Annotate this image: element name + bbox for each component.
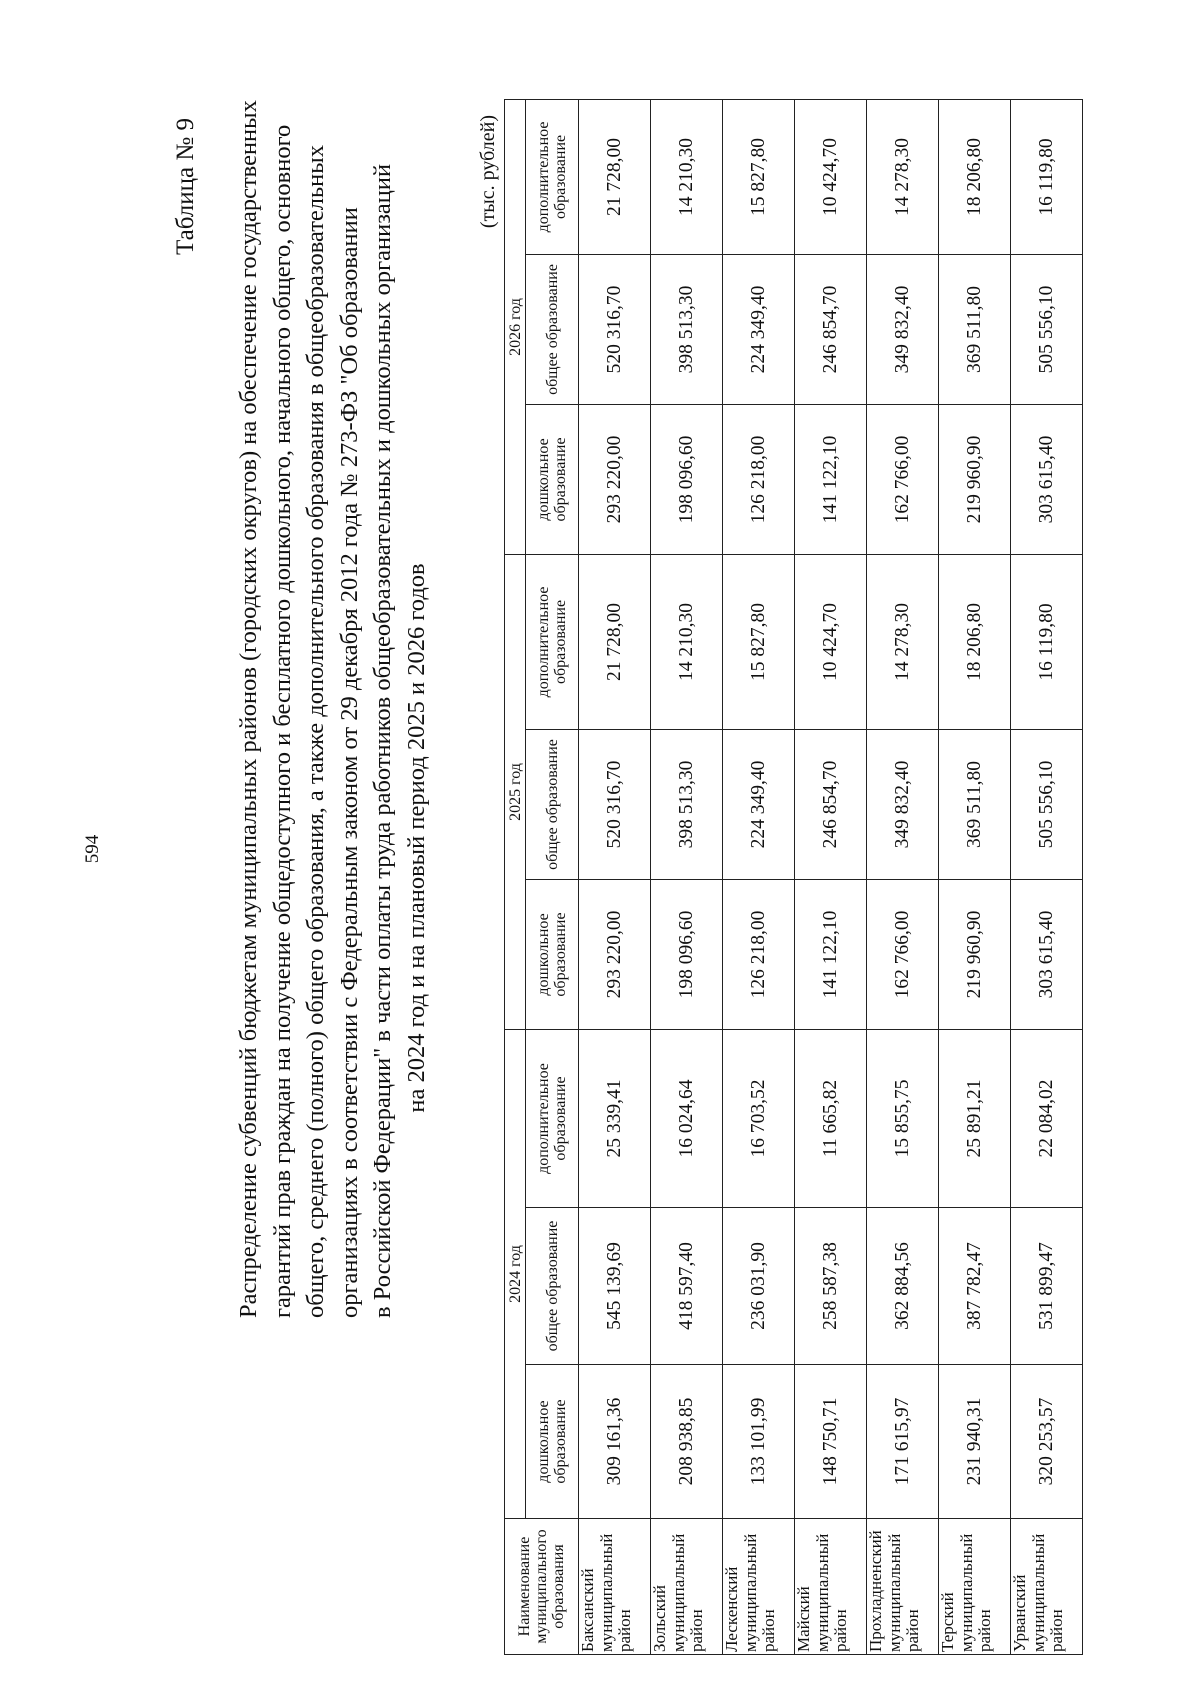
municipality-name-line: район: [831, 1609, 850, 1652]
value-cell: 349 832,40: [867, 729, 939, 879]
value-cell: 133 101,99: [723, 1365, 795, 1519]
value-cell: 16 024,64: [651, 1029, 723, 1207]
name-column-header: Наименование муниципального образования: [505, 1519, 579, 1655]
value-cell: 162 766,00: [867, 879, 939, 1029]
municipality-name-cell: [939, 1519, 1011, 1655]
value-cell: 11 665,82: [795, 1029, 867, 1207]
value-cell: 25 339,41: [579, 1029, 651, 1207]
value-cell: 349 832,40: [867, 254, 939, 404]
table-row: [723, 99, 795, 1654]
municipality-name-line: муниципальный: [668, 1533, 688, 1652]
table-row: [867, 99, 939, 1654]
document-title: [232, 100, 433, 1318]
value-cell: 141 122,10: [795, 879, 867, 1029]
municipality-name-line: Прохладненский: [866, 1530, 885, 1652]
value-cell: 398 513,30: [651, 729, 723, 879]
value-cell: 141 122,10: [795, 404, 867, 554]
units-label: (тыс. рублей): [477, 115, 499, 229]
municipality-name-line: муниципальный: [884, 1533, 904, 1652]
title-line: организациях в соответствии с Федеральным законом от 29 декабря 2012 года № 273-ФЗ "Об образовании: [335, 207, 363, 1318]
table-label: Таблица № 9: [172, 118, 199, 256]
municipality-name-line: муниципальный: [596, 1533, 616, 1652]
value-cell: 15 827,80: [723, 99, 795, 254]
value-cell: 309 161,36: [579, 1365, 651, 1519]
table-row: [579, 99, 651, 1654]
value-cell: 208 938,85: [651, 1365, 723, 1519]
title-line: общего, среднего (полного) общего образования, а также дополнительного образования в общеобразовательных: [302, 144, 329, 1318]
value-cell: 236 031,90: [723, 1208, 795, 1365]
value-cell: 16 119,80: [1011, 99, 1083, 254]
value-cell: 21 728,00: [579, 99, 651, 254]
municipality-name-cell: [867, 1519, 939, 1655]
value-cell: 25 891,21: [939, 1029, 1011, 1207]
municipality-name-line: Зольский: [650, 1584, 669, 1652]
year-header: 2026 год: [505, 99, 526, 554]
value-cell: 224 349,40: [723, 254, 795, 404]
value-cell: 198 096,60: [651, 879, 723, 1029]
value-cell: 531 899,47: [1011, 1208, 1083, 1365]
category-header: общее образование: [526, 1208, 579, 1365]
category-header: дошкольное образование: [526, 879, 579, 1029]
municipality-name-line: Лескенский: [722, 1566, 741, 1652]
value-cell: 258 587,38: [795, 1208, 867, 1365]
value-cell: 10 424,70: [795, 554, 867, 729]
value-cell: 22 084,02: [1011, 1029, 1083, 1207]
municipality-name-line: район: [615, 1609, 634, 1652]
value-cell: 16 703,52: [723, 1029, 795, 1207]
category-header: дополнительное образование: [526, 99, 579, 254]
value-cell: 171 615,97: [867, 1365, 939, 1519]
value-cell: 246 854,70: [795, 729, 867, 879]
value-cell: 21 728,00: [579, 554, 651, 729]
year-header: 2025 год: [505, 554, 526, 1029]
category-header: общее образование: [526, 254, 579, 404]
value-cell: 505 556,10: [1011, 729, 1083, 879]
category-header: дополнительное образование: [526, 1029, 579, 1207]
page-number: 594: [82, 834, 103, 864]
table-row: [1011, 99, 1083, 1654]
value-cell: 15 827,80: [723, 554, 795, 729]
value-cell: 320 253,57: [1011, 1365, 1083, 1519]
title-line: на 2024 год и на плановый период 2025 и 2026 годов: [402, 563, 430, 1113]
municipality-name-line: муниципальный: [812, 1533, 832, 1652]
value-cell: 362 884,56: [867, 1208, 939, 1365]
value-cell: 369 511,80: [939, 254, 1011, 404]
value-cell: 303 615,40: [1011, 879, 1083, 1029]
municipality-name-cell: [651, 1519, 723, 1655]
municipality-name-line: Баксанский: [578, 1568, 597, 1652]
header-row-years: [505, 99, 526, 1654]
category-header: дополнительное образование: [526, 554, 579, 729]
municipality-name-line: район: [975, 1609, 994, 1652]
value-cell: 224 349,40: [723, 729, 795, 879]
value-cell: 18 206,80: [939, 554, 1011, 729]
header-row-categories: [526, 99, 579, 1654]
value-cell: 398 513,30: [651, 254, 723, 404]
value-cell: 387 782,47: [939, 1208, 1011, 1365]
value-cell: 18 206,80: [939, 99, 1011, 254]
value-cell: 15 855,75: [867, 1029, 939, 1207]
title-line: Распределение субвенций бюджетам муниципальных районов (городских округов) на обеспечение государственных: [235, 100, 262, 1318]
municipality-name-cell: [1011, 1519, 1083, 1655]
table-row: [939, 99, 1011, 1654]
category-header: дошкольное образование: [526, 404, 579, 554]
value-cell: 14 210,30: [651, 554, 723, 729]
municipality-name-cell: [795, 1519, 867, 1655]
value-cell: 545 139,69: [579, 1208, 651, 1365]
value-cell: 126 218,00: [723, 404, 795, 554]
municipality-name-line: муниципальный: [1028, 1533, 1048, 1652]
value-cell: 231 940,31: [939, 1365, 1011, 1519]
value-cell: 520 316,70: [579, 729, 651, 879]
category-header: общее образование: [526, 729, 579, 879]
value-cell: 10 424,70: [795, 99, 867, 254]
subventions-table: [504, 99, 1083, 1655]
value-cell: 505 556,10: [1011, 254, 1083, 404]
value-cell: 369 511,80: [939, 729, 1011, 879]
value-cell: 219 960,90: [939, 404, 1011, 554]
value-cell: 148 750,71: [795, 1365, 867, 1519]
value-cell: 520 316,70: [579, 254, 651, 404]
municipality-name-line: Урванский: [1010, 1574, 1029, 1652]
value-cell: 219 960,90: [939, 879, 1011, 1029]
value-cell: 14 278,30: [867, 99, 939, 254]
value-cell: 418 597,40: [651, 1208, 723, 1365]
value-cell: 14 278,30: [867, 554, 939, 729]
municipality-name-line: район: [687, 1609, 706, 1652]
municipality-name-line: муниципальный: [740, 1533, 760, 1652]
table-row: [795, 99, 867, 1654]
value-cell: 303 615,40: [1011, 404, 1083, 554]
municipality-name-line: район: [903, 1609, 922, 1652]
municipality-name-line: муниципальный: [956, 1533, 976, 1652]
value-cell: 162 766,00: [867, 404, 939, 554]
value-cell: 126 218,00: [723, 879, 795, 1029]
municipality-name-line: Терский: [938, 1592, 957, 1652]
value-cell: 198 096,60: [651, 404, 723, 554]
title-line: в Российской Федерации" в части оплаты труда работников общеобразовательных и дошкольных организаций: [369, 163, 396, 1318]
year-header: 2024 год: [505, 1029, 526, 1518]
value-cell: 293 220,00: [579, 404, 651, 554]
municipality-name-cell: [723, 1519, 795, 1655]
title-line: гарантий прав граждан на получение общедоступного и бесплатного дошкольного, начального общего, основного: [268, 124, 296, 1318]
value-cell: 293 220,00: [579, 879, 651, 1029]
value-cell: 246 854,70: [795, 254, 867, 404]
municipality-name-cell: [579, 1519, 651, 1655]
value-cell: 14 210,30: [651, 99, 723, 254]
table-row: [651, 99, 723, 1654]
category-header: дошкольное образование: [526, 1365, 579, 1519]
municipality-name-line: район: [759, 1609, 778, 1652]
municipality-name-line: Майский: [794, 1586, 813, 1652]
table-body: [579, 99, 1083, 1654]
municipality-name-line: район: [1047, 1609, 1066, 1652]
value-cell: 16 119,80: [1011, 554, 1083, 729]
